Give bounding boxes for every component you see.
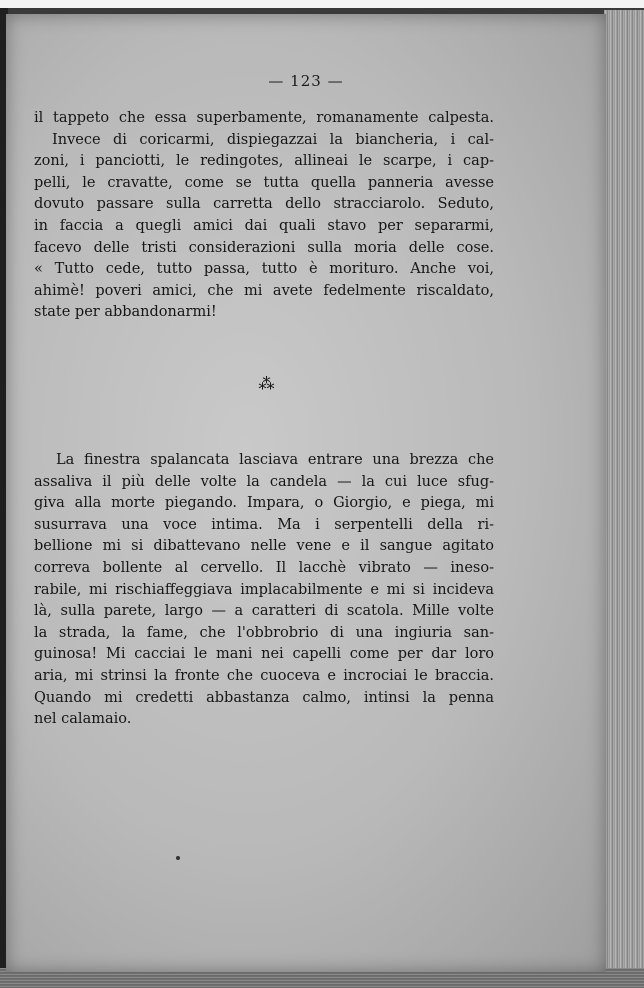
text-line: bellione mi si dibattevano nelle vene e il sangue agitato (34, 538, 494, 555)
text-line: susurrava una voce intima. Ma i serpentelli della ri- (34, 516, 494, 533)
text-line: state per abbandonarmi! (34, 304, 217, 321)
scan-top-margin (0, 0, 644, 8)
paragraph-1 (34, 108, 494, 324)
text-line: ahimè! poveri amici, che mi avete fedelmente riscaldato, (34, 282, 494, 299)
page-stack-edge (604, 10, 644, 980)
text-line: pelli, le cravatte, come se tutta quella panneria avesse (34, 174, 494, 191)
text-line: la strada, la fame, che l'obbrobrio di una ingiuria san- (34, 624, 494, 641)
text-line: nel calamaio. (34, 711, 132, 728)
ink-speck (176, 856, 180, 860)
text-line: aria, mi strinsi la fronte che cuoceva e incrociai le braccia. (34, 667, 494, 684)
text-line: correva bollente al cervello. Il lacchè vibrato — ineso- (34, 559, 494, 576)
text-line: rabile, mi rischiaffeggiava implacabilmente e mi si incideva (34, 581, 494, 598)
text-line: Invece di coricarmi, dispiegazzai la biancheria, i cal- (52, 131, 494, 148)
text-line: giva alla morte piegando. Impara, o Giorgio, e piega, mi (34, 495, 494, 512)
text-line: là, sulla parete, largo — a caratteri di scatola. Mille volte (34, 603, 494, 620)
section-separator: ⁂ (258, 374, 274, 393)
text-line: il tappeto che essa superbamente, romanamente calpesta. (34, 110, 494, 126)
text-line: dovuto passare sulla carretta dello stracciarolo. Seduto, (34, 196, 494, 213)
paragraph-2 (34, 450, 494, 731)
text-line: in faccia a quegli amici dai quali stavo per separarmi, (34, 217, 494, 234)
text-line: facevo delle tristi considerazioni sulla moria delle cose. (34, 239, 494, 256)
text-line: assaliva il più delle volte la candela — la cui luce sfug- (34, 473, 494, 490)
text-line: guinosa! Mi cacciai le mani nei capelli come per dar loro (34, 646, 494, 663)
text-line: La finestra spalancata lasciava entrare una brezza che (56, 452, 494, 468)
page-number: — 123 — (268, 72, 344, 90)
book-page (6, 14, 606, 972)
text-line: Quando mi credetti abbastanza calmo, intinsi la penna (34, 689, 494, 706)
text-line: zoni, i panciotti, le redingotes, allineai le scarpe, i cap- (34, 153, 494, 170)
text-line: « Tutto cede, tutto passa, tutto è morituro. Anche voi, (34, 261, 494, 278)
